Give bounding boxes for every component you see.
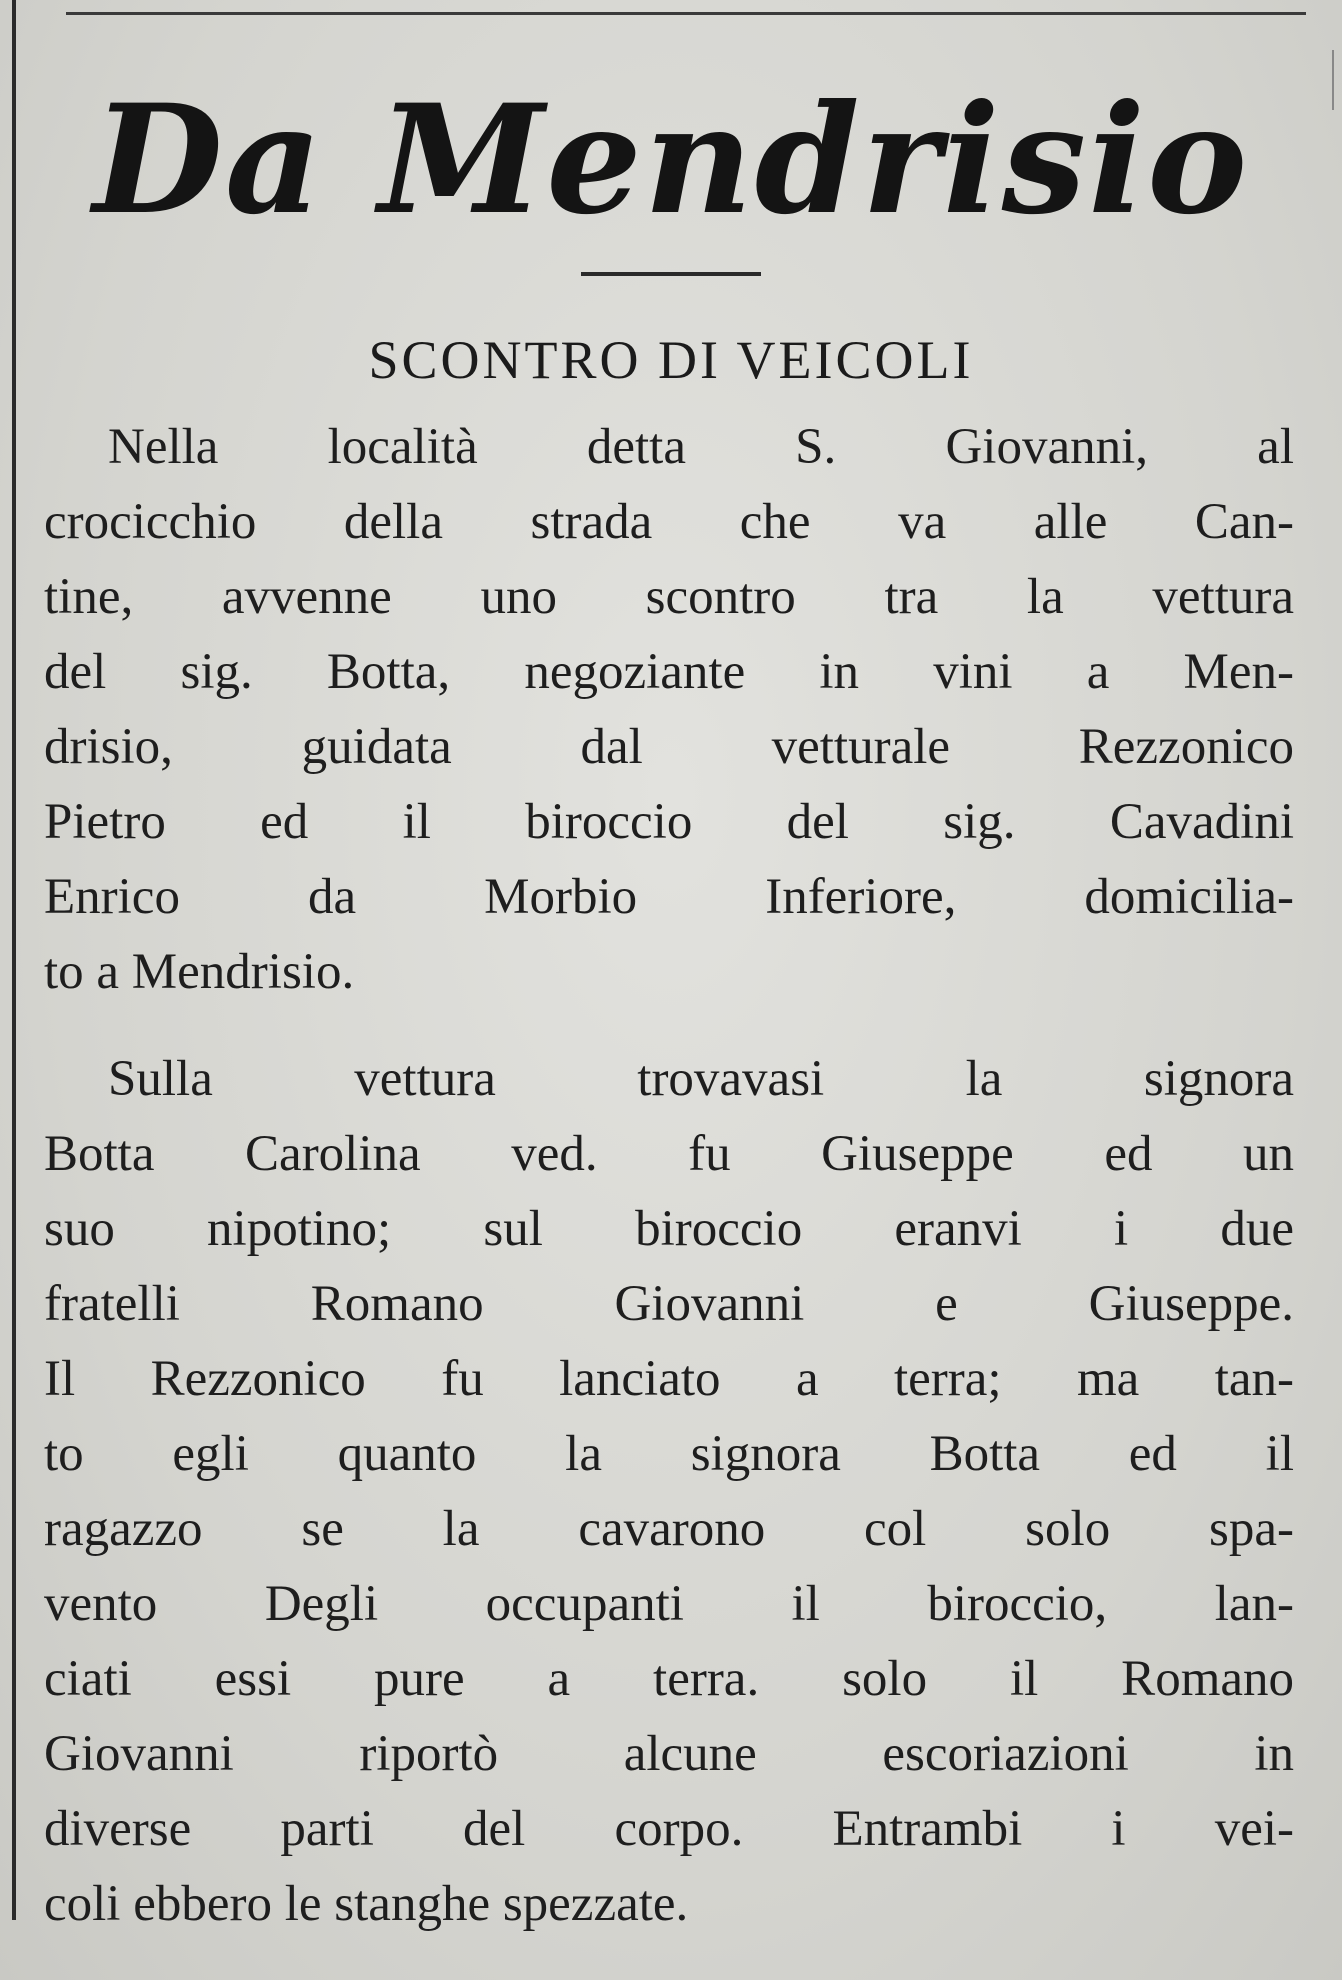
text-line: coli ebbero le stanghe spezzate.: [44, 1876, 689, 1932]
text-line: Pietro ed il biroccio del sig. Cavadini: [44, 794, 1294, 850]
paragraph-1: [44, 410, 1294, 1010]
text-line: drisio, guidata dal vetturale Rezzonico: [44, 719, 1294, 775]
article-body: [44, 410, 1294, 1942]
text-line: tine, avvenne uno scontro tra la vettura: [44, 569, 1294, 625]
text-line: Giovanni riportò alcune escoriazioni in: [44, 1726, 1294, 1782]
text-line: vento Degli occupanti il biroccio, lan-: [44, 1576, 1294, 1632]
text-line: fratelli Romano Giovanni e Giuseppe.: [44, 1276, 1294, 1332]
text-line: Il Rezzonico fu lanciato a terra; ma tan-: [44, 1351, 1294, 1407]
text-line: ciati essi pure a terra. solo il Romano: [44, 1651, 1294, 1707]
section-title: Da Mendrisio: [92, 72, 1250, 248]
text-line: ragazzo se la cavarono col solo spa-: [44, 1501, 1294, 1557]
article-headline: SCONTRO DI VEICOLI: [368, 330, 974, 390]
text-line: Sulla vettura trovavasi la signora: [108, 1051, 1294, 1107]
paragraph-2: [44, 1042, 1294, 1942]
text-line: del sig. Botta, negoziante in vini a Men-: [44, 644, 1294, 700]
text-line: to a Mendrisio.: [44, 944, 355, 1000]
column-rule: [12, 0, 16, 1920]
text-line: to egli quanto la signora Botta ed il: [44, 1426, 1294, 1482]
text-line: Botta Carolina ved. fu Giuseppe ed un: [44, 1126, 1294, 1182]
top-rule: [66, 12, 1306, 15]
text-line: diverse parti del corpo. Entrambi i vei-: [44, 1801, 1294, 1857]
title-underline: [581, 272, 761, 276]
text-line: suo nipotino; sul biroccio eranvi i due: [44, 1201, 1294, 1257]
text-line: Nella località detta S. Giovanni, al: [108, 419, 1294, 475]
text-line: crocicchio della strada che va alle Can-: [44, 494, 1294, 550]
text-line: Enrico da Morbio Inferiore, domicilia-: [44, 869, 1294, 925]
